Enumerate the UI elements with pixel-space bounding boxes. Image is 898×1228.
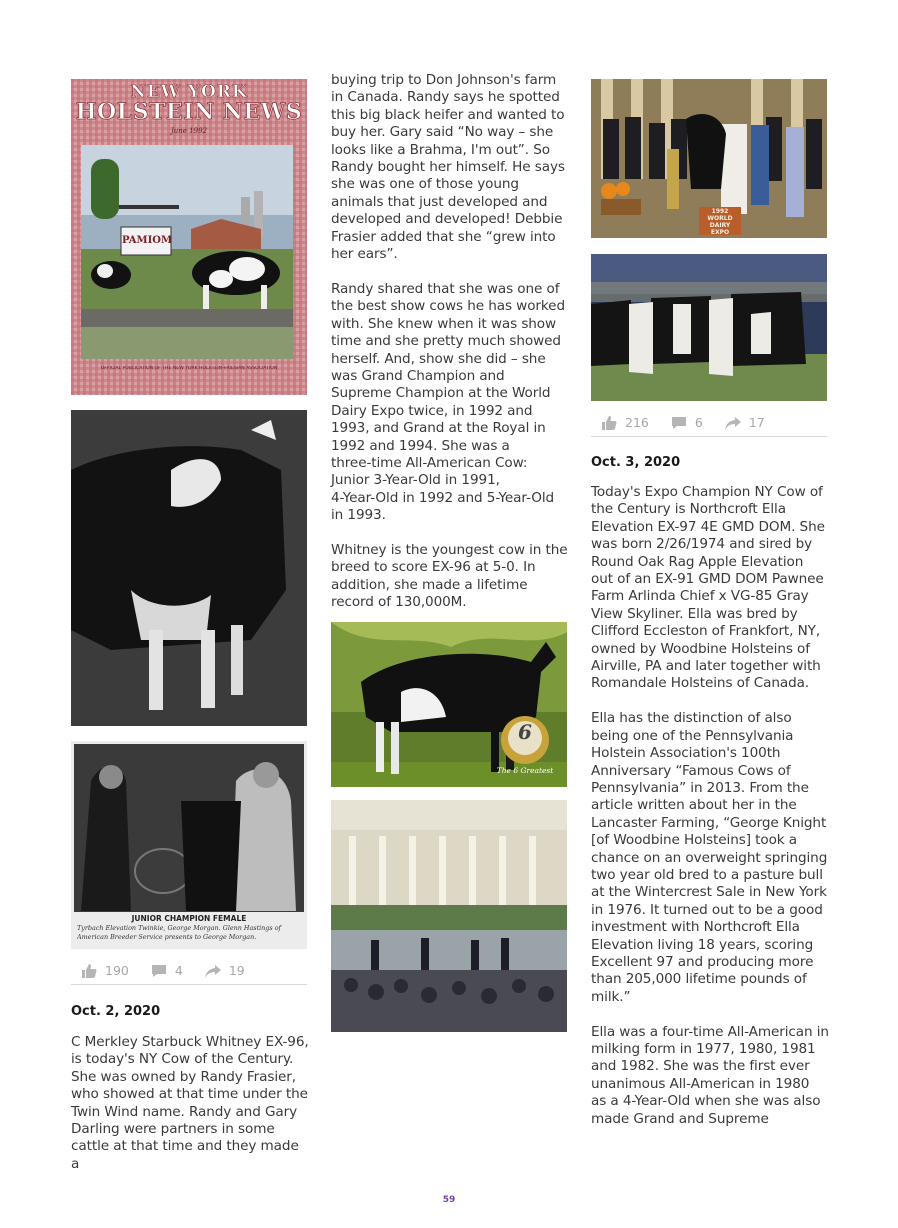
share-arrow-icon xyxy=(725,415,741,431)
magazine-masthead-top: NEW YORK xyxy=(130,82,248,102)
cow-portrait-photo xyxy=(331,622,567,787)
share-button[interactable] xyxy=(205,963,245,979)
thumbs-up-icon xyxy=(601,415,617,431)
share-arrow-icon xyxy=(205,963,221,979)
post-date: Oct. 2, 2020 xyxy=(71,1004,161,1019)
photo-caption-line-2: American Breeder Service presents to George Morgan. xyxy=(77,933,257,941)
junior-champion-photo xyxy=(71,741,307,949)
share-button[interactable] xyxy=(725,415,765,431)
cow-photo-black-white xyxy=(71,410,307,726)
comment-icon xyxy=(151,963,167,979)
article-continued-text: buying trip to Don Johnson's farm in Canada. Randy says he spotted this big black heifer and wanted to buy her. Gary said “No way – she looks like a Brahma, I'm out”. So Randy bought her himself. He says she was one of those young animals that just developed and developed and developed! Debbie Frasier added that she “grew into her ears”. Randy shared that she was one of the best show cows he has worked with. She knew when it was show time and she pretty much showed herself. And, show she did – she was Grand Champion and Supreme Champion at the World Dairy Expo twice, in 1992 and 1993, and Grand at the Royal in 1992 and 1994. She was a three-time All-American Cow: Junior 3-Year-Old in 1991, 4-Year-Old in 1992 and 5-Year-Old in 1993. Whitney is the youngest cow in the breed to score EX-96 at 5-0. In addition, she made a lifetime record of 130,000M. xyxy=(331,72,568,611)
cow-lineup-photo xyxy=(591,254,827,401)
expo-group-photo xyxy=(591,79,827,238)
page-number: 59 xyxy=(442,1195,456,1205)
show-ring-photo xyxy=(331,800,567,1032)
like-count: 190 xyxy=(105,963,129,978)
comment-button[interactable] xyxy=(151,963,183,979)
thumbs-up-icon xyxy=(81,963,97,979)
magazine-farm-sign: PAMIOM xyxy=(122,235,173,246)
photo-caption-title: JUNIOR CHAMPION FEMALE xyxy=(131,914,247,923)
social-bar xyxy=(71,957,307,985)
magazine-cover-photo xyxy=(71,79,307,395)
comment-button[interactable] xyxy=(671,415,703,431)
comment-count: 6 xyxy=(694,415,703,430)
comment-count: 4 xyxy=(174,963,183,978)
comment-icon xyxy=(671,415,687,431)
magazine-issue-date: June 1992 xyxy=(170,127,207,135)
badge-script: The 6 Greatest xyxy=(496,766,554,775)
magazine-footer: OFFICIAL PUBLICATION OF THE NEW YORK HOLSTEIN-FRIESIAN ASSOCIATION xyxy=(100,366,278,371)
social-bar xyxy=(591,409,827,437)
share-count: 19 xyxy=(228,963,245,978)
post-date: Oct. 3, 2020 xyxy=(591,455,681,470)
expo-sign: 1992 WORLD DAIRY EXPO xyxy=(707,208,733,236)
like-button[interactable] xyxy=(601,415,649,431)
share-count: 17 xyxy=(748,415,765,430)
badge-number: 6 xyxy=(518,720,532,744)
photo-caption-line-1: Tyrbach Elevation Twinkie, George Morgan. Glenn Hastings of xyxy=(77,924,281,932)
like-count: 216 xyxy=(625,415,649,430)
like-button[interactable] xyxy=(81,963,129,979)
magazine-masthead: HOLSTEIN NEWS xyxy=(75,99,303,125)
post-body-text: Today's Expo Champion NY Cow of the Century is Northcroft Ella Elevation EX-97 4E GMD DOM. She was born 2/26/1974 and sired by Round Oak Rag Apple Elevation out of an EX-91 GMD DOM Pawnee Farm Arlinda Chief x VG-85 Gray View Skyliner. Ella was bred by Clifford Eccleston of Frankfort, NY, owned by Woodbine Holsteins of Airville, PA and later together with Romandale Holsteins of Canada. Ella has the distinction of also being one of the Pennsylvania Holstein Association's 100th Anniversary “Famous Cows of Pennsylvania” in 2013. From the article written about her in the Lancaster Farming, “George Knight [of Woodbine Holsteins] took a chance on an overweight springing two year old bred to a pasture bull at the Wintercrest Sale in New York in 1976. It turned out to be a good investment with Northcroft Ella Elevation living 18 years, scoring Excellent 97 and producing more than 205,000 lifetime pounds of milk.” Ella was a four-time All-American in milking form in 1977, 1980, 1981 and 1982. She was the first ever unanimous All-American in 1980 as a 4-Year-Old when she was also made Grand and Supreme xyxy=(591,484,829,1127)
post-body-text: C Merkley Starbuck Whitney EX-96, is today's NY Cow of the Century. She was owned by Randy Frasier, who showed at that time under the Twin Wind name. Randy and Gary Darling were partners in some cattle at that time and they made a xyxy=(71,1034,309,1172)
